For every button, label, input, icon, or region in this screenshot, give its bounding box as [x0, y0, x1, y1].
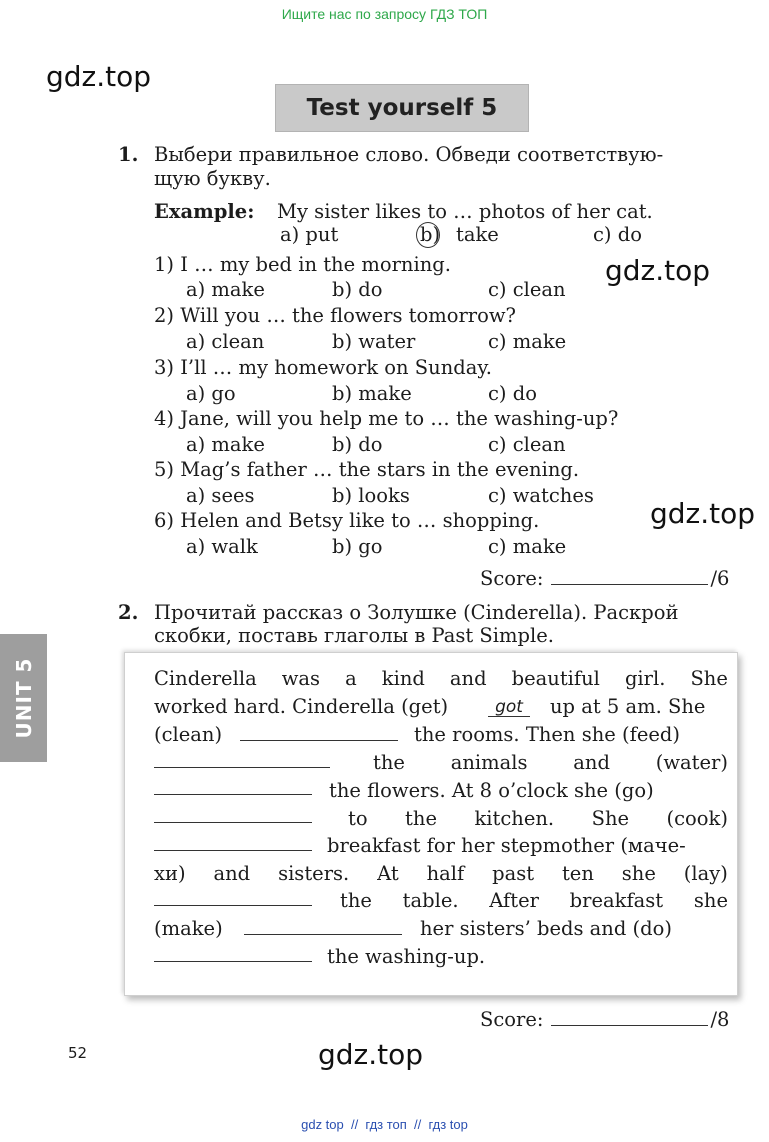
item-3-option-b[interactable]: b) make [332, 382, 412, 405]
word: ten [561, 862, 594, 885]
story-line-1 [154, 669, 728, 689]
item-text: Mag’s father … the stars in the evening. [180, 458, 580, 481]
answer-circle [416, 222, 440, 248]
word: to [348, 807, 368, 830]
story-line-10a: (make) [154, 917, 223, 940]
word: table. [402, 889, 459, 912]
exercise-1-instruction: Выбери правильное слово. Обведи соответствую- [154, 143, 664, 166]
item-1-option-c[interactable]: c) clean [488, 278, 566, 301]
score-total: /8 [710, 1008, 730, 1031]
item-4-option-a[interactable]: a) make [186, 433, 265, 456]
item-2-question [154, 306, 516, 326]
example-option-a: a) put [280, 223, 339, 246]
watermark: gdz.top [605, 254, 711, 287]
item-text: I’ll … my homework on Sunday. [180, 356, 492, 379]
story-line-4 [373, 753, 728, 773]
score-input-line[interactable] [551, 568, 708, 585]
story-line-3b: the rooms. Then she (feed) [414, 723, 680, 746]
answer-blank-feed[interactable] [154, 767, 330, 768]
item-3-option-c[interactable]: c) do [488, 382, 537, 405]
answer-blank-cook[interactable] [154, 850, 312, 851]
answer-blank-lay[interactable] [154, 905, 312, 906]
story-line-11: the washing-up. [327, 945, 486, 968]
word: sisters. [278, 862, 350, 885]
item-5-option-a[interactable]: a) sees [186, 484, 255, 507]
item-6-option-c[interactable]: c) make [488, 535, 567, 558]
word: (water) [655, 751, 728, 774]
word: was [281, 667, 321, 690]
word: (lay) [683, 862, 728, 885]
item-5-option-b[interactable]: b) looks [332, 484, 410, 507]
answer-blank-make[interactable] [244, 934, 402, 935]
handwritten-answer: got [495, 697, 523, 717]
score-label: Score: [480, 567, 544, 590]
item-number: 5) [154, 458, 175, 481]
word: animals [450, 751, 528, 774]
watermark: gdz.top [318, 1038, 424, 1071]
word: and [213, 862, 251, 885]
word: She [690, 667, 728, 690]
word: she [693, 889, 728, 912]
item-2-option-c[interactable]: c) make [488, 330, 567, 353]
item-text: Will you … the flowers tomorrow? [180, 304, 517, 327]
section-title: Test yourself 5 [275, 84, 529, 132]
unit-tab-label: UNIT 5 [11, 657, 36, 739]
exercise-1-instruction: щую букву. [154, 167, 271, 190]
word: half [426, 862, 465, 885]
item-3-question [154, 358, 492, 378]
word: a [345, 667, 357, 690]
item-4-option-c[interactable]: c) clean [488, 433, 566, 456]
example-option-c: c) do [593, 223, 642, 246]
word: and [573, 751, 610, 774]
example-sentence: My sister likes to … photos of her cat. [277, 200, 653, 223]
word: past [492, 862, 535, 885]
word: After [489, 889, 539, 912]
top-banner[interactable]: Ищите нас по запросу ГДЗ ТОП [281, 6, 488, 22]
score-input-line[interactable] [551, 1009, 708, 1026]
unit-tab [0, 634, 47, 762]
score-total: /6 [710, 567, 730, 590]
word: breakfast [569, 889, 664, 912]
item-1-question [154, 255, 451, 275]
story-line-8 [154, 864, 728, 884]
page-number: 52 [68, 1044, 88, 1062]
item-5-question [154, 460, 579, 480]
item-number: 4) [154, 407, 175, 430]
item-text: Jane, will you help me to … the washing-up? [180, 407, 619, 430]
item-text: I … my bed in the morning. [180, 253, 451, 276]
example-option-b [420, 225, 440, 245]
watermark: gdz.top [46, 60, 152, 93]
answer-blank-water[interactable] [154, 794, 312, 795]
word: She [591, 807, 630, 830]
item-number: 1) [154, 253, 175, 276]
item-4-question [154, 409, 618, 429]
word: girl. [624, 667, 666, 690]
item-6-question [154, 511, 539, 531]
word: beautiful [511, 667, 600, 690]
story-line-6 [348, 809, 728, 829]
bottom-banner[interactable]: gdz top // гдз топ // гдз top [301, 1117, 468, 1132]
story-line-7: breakfast for her stepmother (маче- [327, 834, 686, 857]
item-1-option-a[interactable]: a) make [186, 278, 265, 301]
item-6-option-a[interactable]: a) walk [186, 535, 258, 558]
exercise-2-instruction: скобки, поставь глаголы в Past Simple. [154, 624, 554, 647]
word: kind [381, 667, 425, 690]
score-label: Score: [480, 1008, 544, 1031]
exercise-2-instruction: Прочитай рассказ о Золушке (Cinderella). Раскрой [154, 601, 679, 624]
answer-blank-go[interactable] [154, 822, 312, 823]
word: (cook) [666, 807, 728, 830]
story-line-3a: (clean) [154, 723, 223, 746]
story-line-2a: worked hard. Cinderella (get) [154, 695, 449, 718]
word: the [373, 751, 405, 774]
item-2-option-b[interactable]: b) water [332, 330, 416, 353]
example-label: Example: [154, 200, 255, 223]
exercise-2-number: 2. [118, 601, 139, 624]
item-5-option-c[interactable]: c) watches [488, 484, 594, 507]
item-number: 6) [154, 509, 175, 532]
score-1 [480, 568, 729, 589]
answer-blank-do[interactable] [154, 961, 312, 962]
word: she [621, 862, 656, 885]
score-2 [480, 1009, 729, 1030]
item-text: Helen and Betsy like to … shopping. [180, 509, 540, 532]
answer-blank-get[interactable] [488, 697, 530, 717]
story-line-9 [340, 891, 728, 911]
word: the [340, 889, 372, 912]
word: and [449, 667, 487, 690]
item-2-option-a[interactable]: a) clean [186, 330, 265, 353]
word: At [377, 862, 399, 885]
example-option-b-word: take [456, 223, 499, 246]
word: kitchen. [474, 807, 555, 830]
story-line-5: the flowers. At 8 o’clock she (go) [329, 779, 654, 802]
item-6-option-b[interactable]: b) go [332, 535, 383, 558]
example-option-b-letter: b) [420, 223, 441, 246]
word: Cinderella [154, 667, 257, 690]
story-line-10b: her sisters’ beds and (do) [420, 917, 672, 940]
item-4-option-b[interactable]: b) do [332, 433, 383, 456]
item-1-option-b[interactable]: b) do [332, 278, 383, 301]
exercise-1-number: 1. [118, 143, 139, 166]
watermark: gdz.top [650, 497, 756, 530]
word: хи) [154, 862, 186, 885]
word: the [405, 807, 437, 830]
story-line-2b: up at 5 am. She [550, 695, 706, 718]
item-number: 2) [154, 304, 175, 327]
answer-blank-clean[interactable] [240, 740, 398, 741]
item-number: 3) [154, 356, 175, 379]
item-3-option-a[interactable]: a) go [186, 382, 236, 405]
